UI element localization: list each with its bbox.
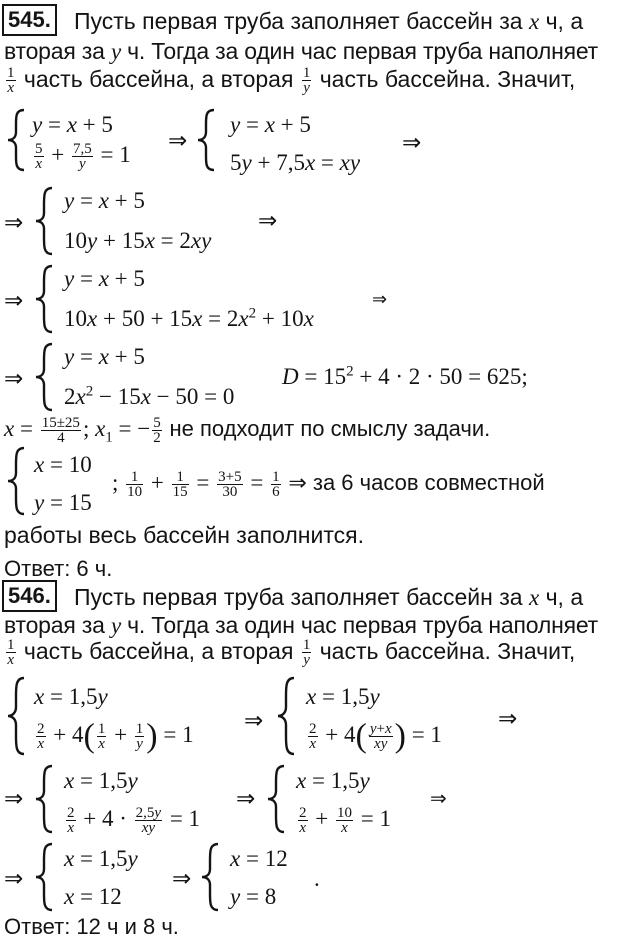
p546-line1: Пусть первая труба заполняет бассейн за x ч, а bbox=[74, 584, 584, 610]
p545-sum-line: ; $\frac{1}{10}$ + $\frac{1}{15}$ = $\frac{3+5}{30}$ = $\frac{1}{6}$ ⇒ за 6 часов совместной bbox=[112, 469, 545, 501]
p545-answer: Ответ: 6 ч. bbox=[4, 556, 113, 581]
p545-sol-x: x = 10 bbox=[34, 452, 92, 477]
brace-icon bbox=[200, 842, 220, 912]
fraction-1-over-x: $\frac{1}{x}$ bbox=[7, 65, 15, 97]
brace-icon bbox=[276, 676, 296, 756]
implies-arrow: ⇒ bbox=[498, 706, 518, 731]
p545-sys2-eq2: 5y + 7,5x = xy bbox=[230, 150, 361, 175]
p546-sys5-eq1: x = 1,5y bbox=[64, 846, 138, 871]
implies-arrow: ⇒ bbox=[372, 289, 388, 309]
p545-sys3-eq1: y = x + 5 bbox=[64, 188, 145, 213]
p546-answer: Ответ: 12 ч и 8 ч. bbox=[4, 914, 179, 939]
p545-sys4-eq2: $10x + 50 + 15x = 2x^2 + 10x$ bbox=[64, 305, 314, 331]
p546-sys6-eq2: y = 8 bbox=[230, 884, 277, 909]
brace-icon bbox=[34, 764, 54, 834]
p545-sys5-eq1: y = x + 5 bbox=[64, 344, 145, 369]
implies-arrow: ⇒ bbox=[168, 128, 188, 153]
p546-sys4-eq1: x = 1,5y bbox=[296, 768, 370, 793]
fraction-1-over-x: $\frac{1}{x}$ bbox=[7, 637, 15, 669]
implies-arrow: ⇒ bbox=[4, 866, 24, 891]
brace-icon bbox=[34, 264, 54, 334]
brace-icon bbox=[34, 342, 54, 412]
fraction-1-over-y: $\frac{1}{y}$ bbox=[302, 65, 311, 97]
brace-icon bbox=[6, 676, 26, 756]
p546-sys2-eq1: x = 1,5y bbox=[306, 684, 380, 709]
problem-number-545: 545. bbox=[2, 4, 57, 36]
implies-arrow: ⇒ bbox=[258, 208, 278, 233]
p546-sys4-eq2: $\frac{2}{x}$ + $\frac{10}{x}$ = 1 bbox=[299, 805, 391, 837]
p546-sys3-eq1: x = 1,5y bbox=[64, 768, 138, 793]
fraction-1-over-y: $\frac{1}{y}$ bbox=[302, 637, 311, 669]
p545-sys2-eq1: y = x + 5 bbox=[230, 112, 311, 137]
p545-sys3-eq2: 10y + 15x = 2xy bbox=[64, 228, 212, 253]
p546-line3: $\frac{1}{x}$ часть бассейна, а вторая $\frac{1}{y}$ часть бассейна. Значит, bbox=[7, 637, 576, 669]
implies-arrow: ⇒ bbox=[4, 288, 24, 313]
implies-arrow: ⇒ bbox=[4, 366, 24, 391]
p545-line2: вторая за y ч. Тогда за один час первая труба наполняет bbox=[4, 38, 599, 64]
roots-line: x = $\frac{15\pm 25}{4}$ ; $x_1$ = − $\frac{5}{2}$ не подходит по смыслу задачи. bbox=[4, 415, 491, 447]
p545-line3: $\frac{1}{x}$ часть бассейна, а вторая $\frac{1}{y}$ часть бассейна. Значит, bbox=[7, 65, 576, 97]
p546-sys5-eq2: x = 12 bbox=[64, 884, 122, 909]
implies-arrow: ⇒ bbox=[236, 786, 256, 811]
problem-number-546: 546. bbox=[2, 580, 57, 612]
dot: . bbox=[314, 866, 320, 891]
p546-sys2-eq2: $\frac{2}{x}$ + 4( $\frac{y+x}{xy}$ ) = 1 bbox=[309, 717, 442, 755]
p545-line1: Пусть первая труба заполняет бассейн за x ч, а bbox=[74, 8, 584, 34]
p546-sys6-eq1: x = 12 bbox=[230, 846, 288, 871]
p545-sys1-eq2: $\frac{5}{x}$ + $\frac{7,5}{y}$ = 1 bbox=[35, 141, 131, 173]
implies-arrow: ⇒ bbox=[430, 788, 447, 810]
discriminant: $D = 15^2 + 4 \cdot 2 \cdot 50 = 625$; bbox=[282, 363, 528, 389]
brace-icon bbox=[266, 764, 286, 834]
p545-sol-y: y = 15 bbox=[34, 490, 92, 515]
p545-sys5-eq2: $2x^2 - 15x - 50 = 0$ bbox=[64, 383, 235, 409]
brace-icon bbox=[34, 842, 54, 912]
brace-icon bbox=[196, 108, 216, 172]
implies-arrow: ⇒ bbox=[4, 210, 24, 235]
implies-arrow: ⇒ bbox=[244, 708, 264, 733]
implies-arrow: ⇒ bbox=[4, 786, 24, 811]
p546-sys1-eq1: x = 1,5y bbox=[34, 684, 108, 709]
brace-icon bbox=[34, 186, 54, 256]
p545-sys1-eq1: y = x + 5 bbox=[32, 112, 113, 137]
p546-line2: вторая за y ч. Тогда за один час первая труба наполняет bbox=[4, 612, 599, 638]
implies-arrow: ⇒ bbox=[402, 130, 422, 155]
p545-sys4-eq1: y = x + 5 bbox=[64, 266, 145, 291]
p546-sys1-eq2: $\frac{2}{x}$ + 4( $\frac{1}{x}$ + $\frac{1}{y}$ ) = 1 bbox=[37, 717, 194, 755]
brace-icon bbox=[6, 108, 26, 172]
p546-sys3-eq2: $\frac{2}{x}$ + 4 · $\frac{2,5y}{xy}$ = 1 bbox=[67, 805, 201, 837]
p545-sol-text2: работы весь бассейн заполнится. bbox=[4, 522, 364, 548]
implies-arrow: ⇒ bbox=[172, 866, 192, 891]
brace-icon bbox=[6, 446, 26, 516]
